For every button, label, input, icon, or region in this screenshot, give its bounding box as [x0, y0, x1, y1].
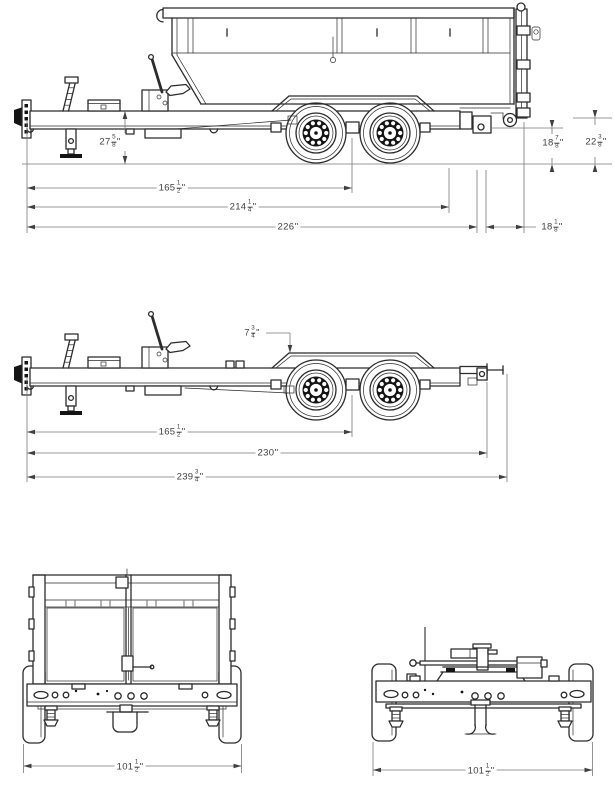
dim-label-rear-frame-height: 22 $\frac{3}{8}$ "	[585, 133, 607, 149]
dim-label-hitch-to-bed-end: 214 $\frac{1}{4}$ "	[229, 198, 257, 214]
dim-label-rear-overhang: 18 $\frac{1}{8}$ "	[541, 218, 563, 234]
front-view	[372, 627, 593, 776]
battery-box	[517, 657, 542, 678]
dim-label-front-overall-width: 101 $\frac{1}{2}$ "	[467, 762, 495, 778]
dim-label-bumper-height: 18 $\frac{7}{8}$ "	[542, 134, 564, 150]
dim-label-hitch-to-axle-chassis: 165 $\frac{1}{2}$ "	[158, 423, 186, 439]
dim-label-fender-height: 7 $\frac{3}{4}$ "	[244, 324, 260, 340]
dim-label-hitch-to-axle-side: 165 $\frac{1}{2}$ "	[158, 179, 186, 195]
dump-bed	[157, 8, 514, 108]
rear-view	[23, 569, 242, 773]
hoist-assembly	[407, 627, 547, 681]
rear-bumper-roller	[460, 112, 517, 133]
front-hook-icon	[157, 10, 163, 22]
rear-box	[29, 569, 235, 686]
rear-frame-tube	[460, 364, 503, 385]
door-latch	[122, 656, 133, 671]
dim-label-frame-length: 230 "	[257, 447, 279, 459]
dim-label-overall-length-chassis: 239 $\frac{3}{4}$ "	[176, 468, 204, 484]
rear-door-side	[516, 3, 540, 118]
dim-label-rear-overall-width: 101 $\frac{1}{2}$ "	[116, 758, 144, 774]
dim-label-overall-length-side: 226 "	[277, 221, 299, 233]
dim-label-deck-height: 27 $\frac{5}{8}$ "	[99, 133, 121, 149]
dimension-lines-chassis	[27, 333, 507, 482]
side-view-with-dump-bed	[14, 3, 612, 233]
